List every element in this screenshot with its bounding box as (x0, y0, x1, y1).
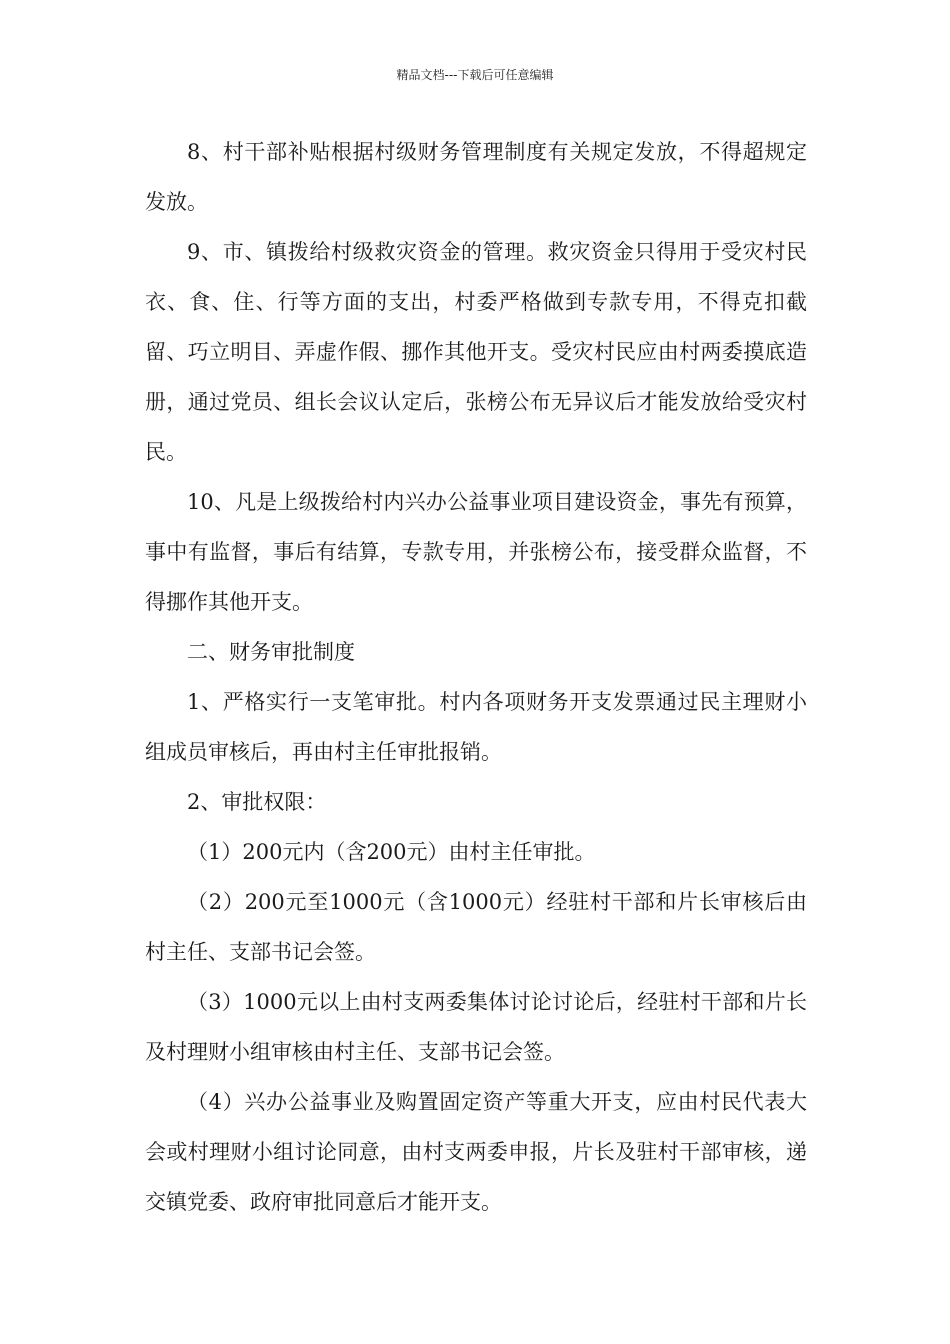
paragraph-item-8: 8、村干部补贴根据村级财务管理制度有关规定发放，不得超规定发放。 (145, 140, 807, 214)
paragraph-approval-limit-2: （2）200元至1000元（含1000元）经驻村干部和片长审核后由村主任、支部书记会签。 (145, 890, 807, 964)
page-header: 精品文档---下载后可任意编辑 (396, 68, 554, 82)
paragraph-item-9: 9、市、镇拨给村级救灾资金的管理。救灾资金只得用于受灾村民衣、食、住、行等方面的支出，村委严格做到专款专用，不得克扣截留、巧立明目、弄虚作假、挪作其他开支。受灾村民应由村两委摸底造册，通过党员、组长会议认定后，张榜公布无异议后才能发放给受灾村民。 (145, 240, 807, 464)
document-body (145, 127, 807, 1227)
section-heading-approval: 二、财务审批制度 (187, 640, 355, 664)
paragraph-approval-limit-3: （3）1000元以上由村支两委集体讨论讨论后，经驻村干部和片长及村理财小组审核由村主任、支部书记会签。 (145, 990, 807, 1064)
paragraph-approval-1: 1、严格实行一支笔审批。村内各项财务开支发票通过民主理财小组成员审核后，再由村主任审批报销。 (145, 690, 807, 764)
paragraph-approval-2: 2、审批权限： (187, 790, 327, 814)
paragraph-approval-limit-1: （1）200元内（含200元）由村主任审批。 (187, 840, 596, 864)
paragraph-approval-limit-4: （4）兴办公益事业及购置固定资产等重大开支，应由村民代表大会或村理财小组讨论同意，由村支两委申报，片长及驻村干部审核，递交镇党委、政府审批同意后才能开支。 (145, 1090, 807, 1214)
paragraph-item-10: 10、凡是上级拨给村内兴办公益事业项目建设资金，事先有预算，事中有监督，事后有结算，专款专用，并张榜公布，接受群众监督，不得挪作其他开支。 (145, 490, 807, 614)
